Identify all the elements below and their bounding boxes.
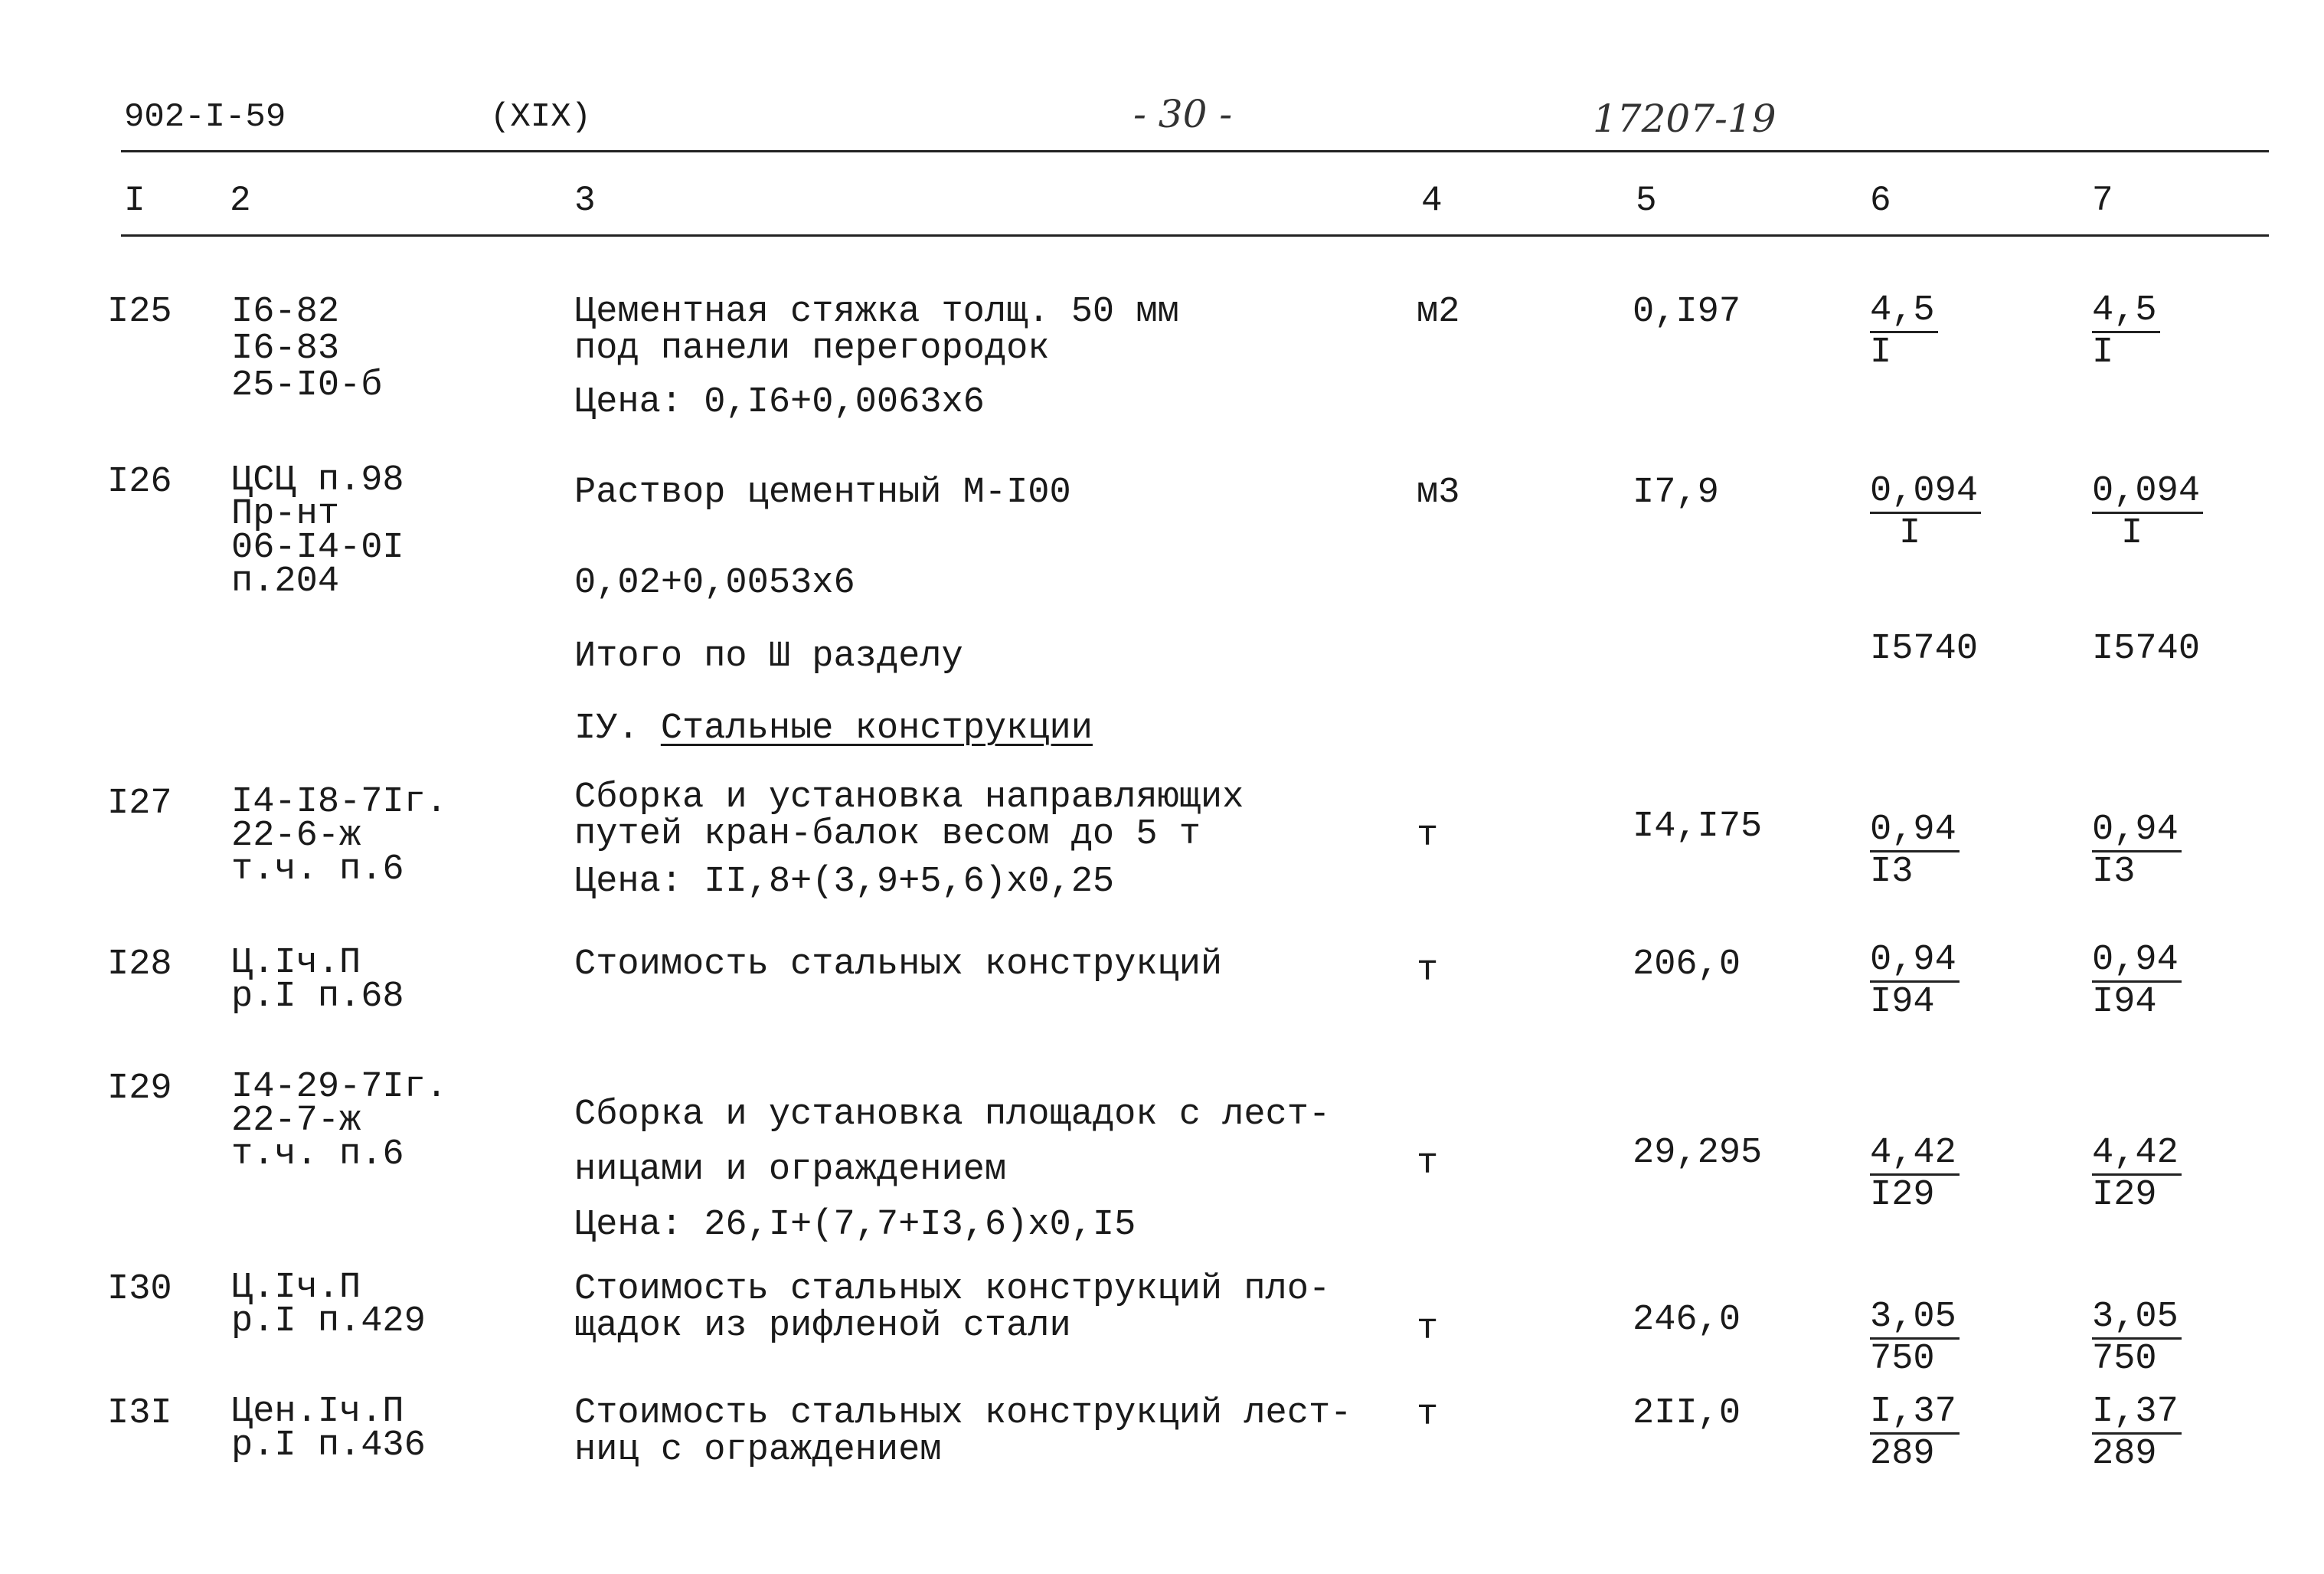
row-quantity: 2II,0 <box>1633 1393 1741 1434</box>
volume-number: (XIX) <box>490 98 592 136</box>
cost-fraction-col7: $\frac{I,37}{289}$ <box>2092 1392 2207 1474</box>
header-rule <box>121 234 2269 237</box>
row-number: I28 <box>107 944 172 985</box>
row-unit: м3 <box>1417 473 1460 513</box>
row-number: I26 <box>107 462 172 502</box>
row-description: Стоимость стальных конструкций пло- щадок из рифленой стали <box>574 1269 1331 1347</box>
column-header-4: 4 <box>1421 181 1443 221</box>
cost-fraction-col7: $\frac{0,094}{I}$ <box>2092 472 2207 554</box>
column-header-6: 6 <box>1870 181 1891 221</box>
row-unit: м2 <box>1417 292 1460 332</box>
row-reference: ЦСЦ п.98 Пр-нт 06-I4-0I п.204 <box>231 460 404 602</box>
handwritten-number: 17207-19 <box>1593 97 1777 141</box>
top-rule <box>121 150 2269 152</box>
document-code: 902-I-59 <box>124 98 286 136</box>
row-number: I27 <box>107 784 172 824</box>
row-number: I25 <box>107 292 172 332</box>
cost-fraction-col7: $\frac{0,94}{I94}$ <box>2092 941 2207 1023</box>
row-quantity: 206,0 <box>1633 944 1741 985</box>
row-description: Сборка и установка площадок с лест- ницами и ограждением Цена: 26,I+(7,7+I3,6)x0,I5 <box>574 1095 1331 1245</box>
row-quantity: I4,I75 <box>1633 807 1763 847</box>
row-quantity: 246,0 <box>1633 1300 1741 1340</box>
section-heading <box>574 708 1093 749</box>
column-header-5: 5 <box>1636 181 1657 221</box>
row-number: I29 <box>107 1068 172 1109</box>
cost-fraction-col6: $\frac{4,42}{I29}$ <box>1870 1134 1985 1216</box>
cost-fraction-col7: $\frac{0,94}{I3}$ <box>2092 810 2207 892</box>
row-number: I30 <box>107 1269 172 1310</box>
cost-fraction-col6: $\frac{0,094}{I}$ <box>1870 472 1985 554</box>
cost-fraction-col6: $\frac{I,37}{289}$ <box>1870 1392 1985 1474</box>
row-reference: I4-I8-7Iг. 22-6-ж т.ч. п.6 <box>231 782 448 890</box>
row-unit: т <box>1417 1395 1439 1435</box>
page-number: - 30 - <box>1133 92 1233 136</box>
column-header-3: 3 <box>574 181 596 221</box>
column-header-7: 7 <box>2092 181 2113 221</box>
row-reference: I4-29-7Iг. 22-7-ж т.ч. п.6 <box>231 1067 448 1175</box>
section-total-col7: I5740 <box>2092 629 2201 669</box>
section-total-col6: I5740 <box>1870 629 1979 669</box>
cost-fraction-col7: $\frac{3,05}{750}$ <box>2092 1297 2207 1379</box>
section-number: IУ. <box>574 708 639 749</box>
row-quantity: I7,9 <box>1633 473 1719 513</box>
row-quantity: 0,I97 <box>1633 292 1741 332</box>
row-unit: т <box>1417 816 1439 856</box>
row-reference: Ц.Iч.П р.I п.68 <box>231 943 404 1017</box>
row-description: Цементная стяжка толщ. 50 мм под панели перегородок Цена: 0,I6+0,0063x6 <box>574 292 1179 423</box>
cost-fraction-col6: $\frac{3,05}{750}$ <box>1870 1297 1985 1379</box>
cost-fraction-col7: $\frac{4,42}{I29}$ <box>2092 1134 2207 1216</box>
row-reference: I6-82 I6-83 25-I0-б <box>231 292 383 406</box>
row-description: Раствор цементный М-I00 0,02+0,0053x6 <box>574 473 1071 604</box>
row-quantity: 29,295 <box>1633 1133 1763 1173</box>
cost-fraction-col7: $\frac{4,5}{I}$ <box>2092 291 2207 373</box>
row-description: Сборка и установка направляющих путей кран-балок весом до 5 т Цена: II,8+(3,9+5,6)x0,25 <box>574 777 1244 902</box>
row-description: Стоимость стальных конструкций <box>574 944 1223 985</box>
row-unit: т <box>1417 1309 1439 1350</box>
row-reference: Ц.Iч.П р.I п.429 <box>231 1268 426 1342</box>
row-unit: т <box>1417 1144 1439 1184</box>
column-header-1: I <box>124 181 145 221</box>
column-header-2: 2 <box>230 181 251 221</box>
row-number: I3I <box>107 1393 172 1434</box>
cost-fraction-col6: $\frac{0,94}{I94}$ <box>1870 941 1985 1023</box>
row-description: Стоимость стальных конструкций лест- ниц с ограждением <box>574 1393 1352 1471</box>
section-title: Стальные конструкции <box>660 708 1093 749</box>
cost-fraction-col6: $\frac{0,94}{I3}$ <box>1870 810 1985 892</box>
section-total-label: Итого по Ш разделу <box>574 636 963 677</box>
row-unit: т <box>1417 951 1439 991</box>
cost-fraction-col6: $\frac{4,5}{I}$ <box>1870 291 1985 373</box>
row-reference: Цен.Iч.П р.I п.436 <box>231 1392 426 1466</box>
